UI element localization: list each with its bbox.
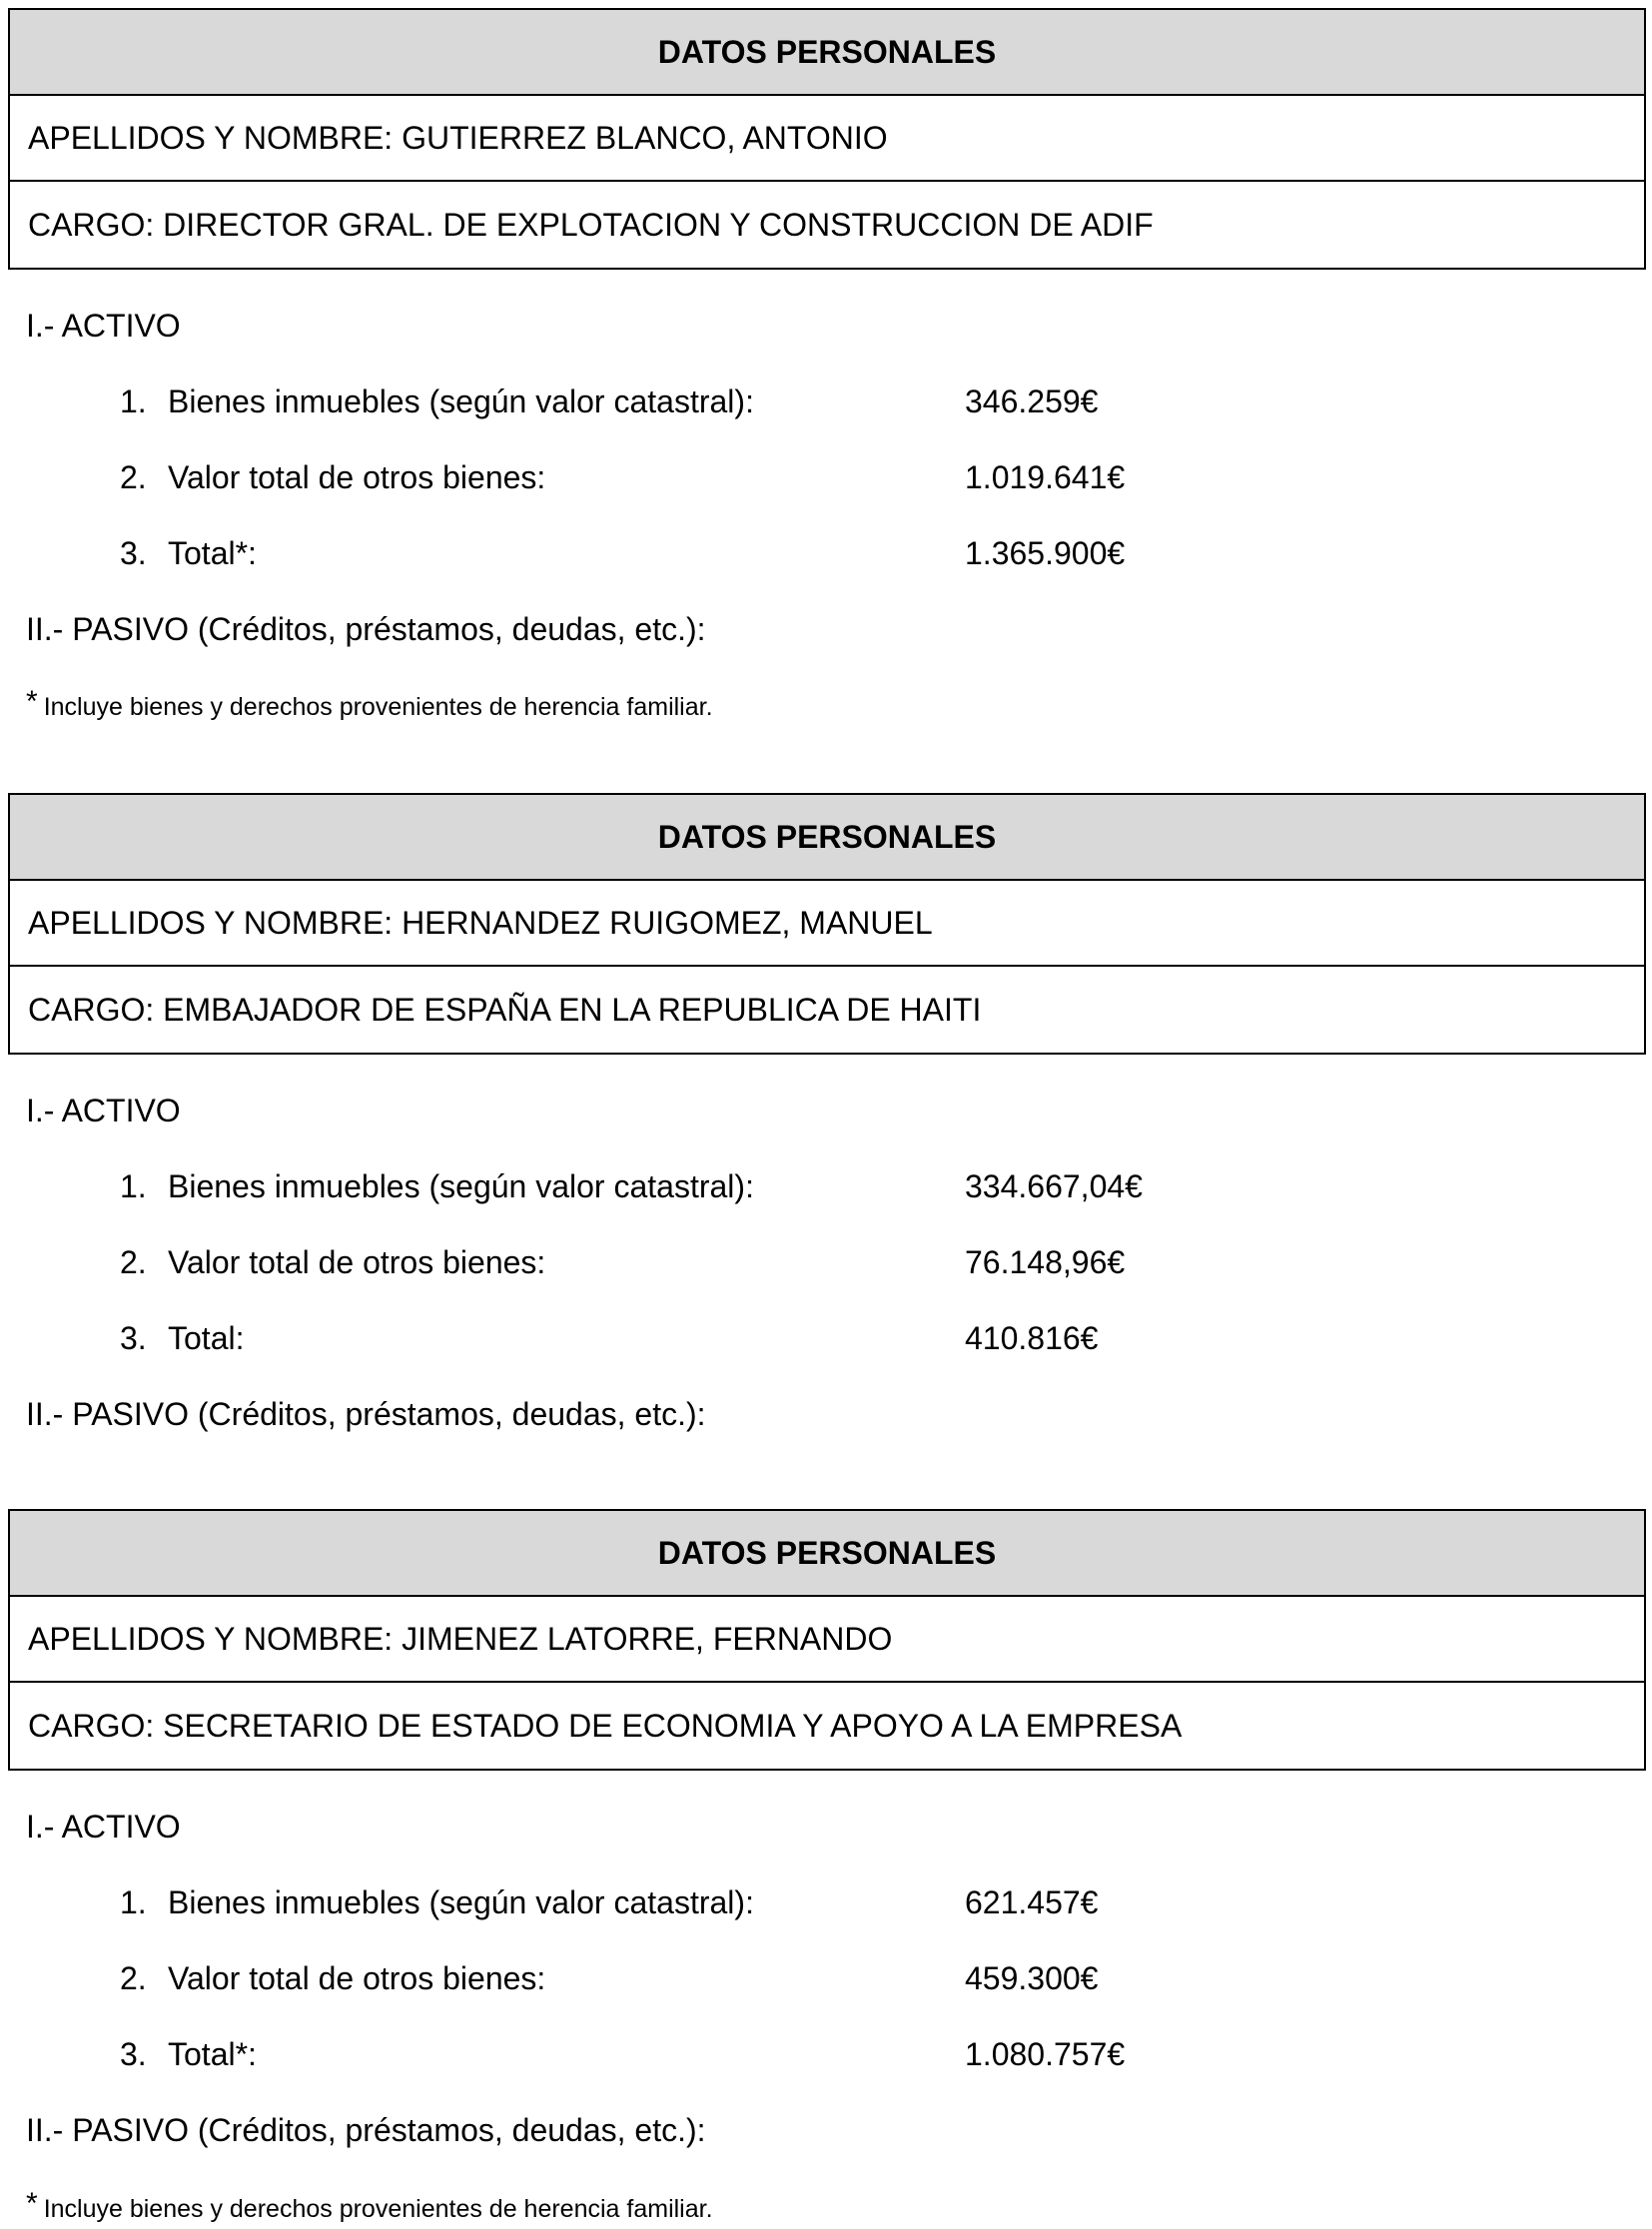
name-field: APELLIDOS Y NOMBRE: JIMENEZ LATORRE, FERNANDO	[10, 1597, 1644, 1683]
asset-item-label: Total:	[168, 1320, 245, 1356]
asset-item-label: Bienes inmuebles (según valor catastral):	[168, 1168, 754, 1204]
asset-item-label: Total*:	[168, 2036, 257, 2072]
footnote-marker: *	[26, 685, 38, 718]
asset-item-value: 459.300€	[965, 1960, 1099, 1996]
table-header: DATOS PERSONALES	[10, 795, 1644, 881]
liabilities-heading: II.- PASIVO (Créditos, préstamos, deudas, etc.):	[26, 611, 706, 647]
personal-data-table	[8, 8, 1646, 270]
asset-item-number: 1.	[120, 1884, 147, 1920]
assets-heading: I.- ACTIVO	[26, 1809, 181, 1845]
table-header: DATOS PERSONALES	[10, 1511, 1644, 1597]
asset-item-number: 1.	[120, 1168, 147, 1204]
asset-item-value: 76.148,96€	[965, 1244, 1126, 1280]
assets-heading: I.- ACTIVO	[26, 1093, 181, 1128]
asset-item-number: 1.	[120, 383, 147, 419]
asset-item-label: Valor total de otros bienes:	[168, 1960, 546, 1996]
asset-item-label: Total*:	[168, 535, 257, 571]
asset-item-label: Bienes inmuebles (según valor catastral):	[168, 383, 754, 419]
asset-item-label: Valor total de otros bienes:	[168, 459, 546, 495]
asset-item-number: 3.	[120, 535, 147, 571]
asset-item-number: 2.	[120, 1960, 147, 1996]
asset-item-value: 1.365.900€	[965, 535, 1126, 571]
footnote	[26, 685, 713, 721]
name-field: APELLIDOS Y NOMBRE: GUTIERREZ BLANCO, ANTONIO	[10, 96, 1644, 182]
personal-data-table	[8, 793, 1646, 1055]
assets-heading: I.- ACTIVO	[26, 308, 181, 344]
personal-data-table	[8, 1509, 1646, 1771]
asset-item-value: 621.457€	[965, 1884, 1099, 1920]
asset-item-value: 346.259€	[965, 383, 1099, 419]
liabilities-heading: II.- PASIVO (Créditos, préstamos, deudas, etc.):	[26, 2112, 706, 2148]
asset-item-label: Bienes inmuebles (según valor catastral):	[168, 1884, 754, 1920]
footnote	[26, 2187, 713, 2223]
position-field: CARGO: SECRETARIO DE ESTADO DE ECONOMIA Y APOYO A LA EMPRESA	[28, 1707, 1183, 1744]
asset-item-number: 2.	[120, 459, 147, 495]
asset-item-number: 3.	[120, 2036, 147, 2072]
footnote-text: Incluye bienes y derechos provenientes de herencia familiar.	[43, 2195, 713, 2223]
name-field: APELLIDOS Y NOMBRE: HERNANDEZ RUIGOMEZ, MANUEL	[10, 881, 1644, 967]
table-header: DATOS PERSONALES	[10, 10, 1644, 96]
footnote-marker: *	[26, 2187, 38, 2220]
footnote-text: Incluye bienes y derechos provenientes de herencia familiar.	[43, 693, 713, 721]
asset-item-number: 3.	[120, 1320, 147, 1356]
asset-item-label: Valor total de otros bienes:	[168, 1244, 546, 1280]
asset-item-value: 334.667,04€	[965, 1168, 1143, 1204]
position-field: CARGO: EMBAJADOR DE ESPAÑA EN LA REPUBLICA DE HAITI	[28, 991, 982, 1028]
position-field: CARGO: DIRECTOR GRAL. DE EXPLOTACION Y CONSTRUCCION DE ADIF	[28, 206, 1154, 243]
asset-item-value: 1.080.757€	[965, 2036, 1126, 2072]
asset-item-value: 410.816€	[965, 1320, 1099, 1356]
liabilities-heading: II.- PASIVO (Créditos, préstamos, deudas, etc.):	[26, 1396, 706, 1432]
asset-item-number: 2.	[120, 1244, 147, 1280]
asset-item-value: 1.019.641€	[965, 459, 1126, 495]
